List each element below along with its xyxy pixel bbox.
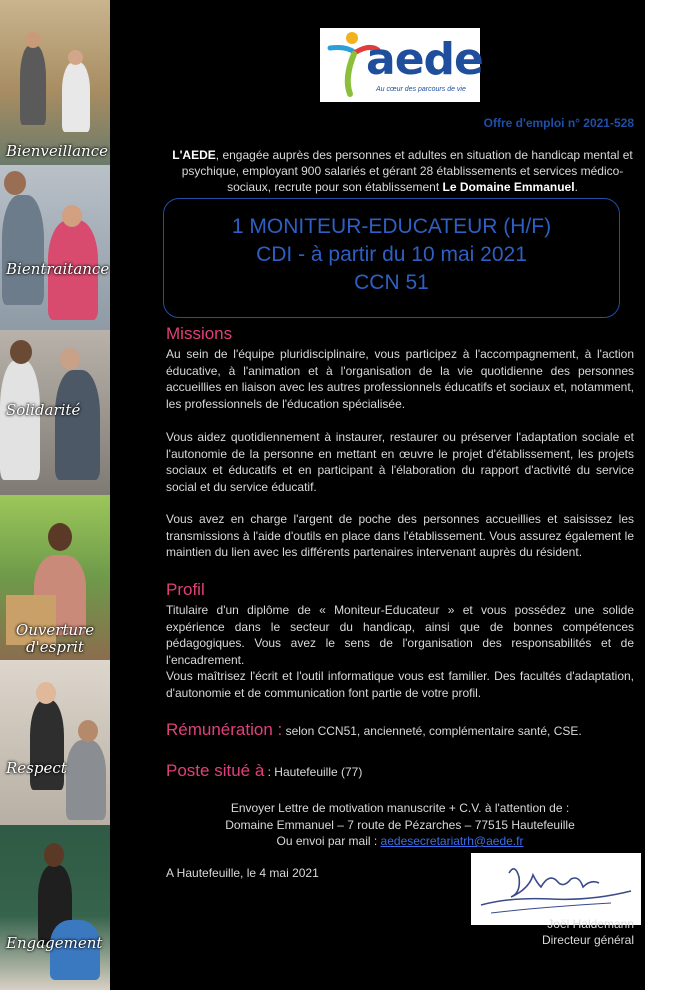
contact-line-2: Domaine Emmanuel – 7 route de Pézarches – 77515 Hautefeuille: [225, 817, 575, 832]
profil-heading: Profil: [166, 580, 205, 599]
photo-tile-ouverture: [0, 495, 110, 660]
page-right-edge: [645, 0, 700, 990]
intro-paragraph: [165, 147, 640, 195]
missions-paragraph-1: Au sein de l'équipe pluridisciplinaire, vous participez à l'accompagnement, à l'action éducative, à l'animation et à l'organisation de la vie quotidienne des personnes accueillies en liaison avec les autres professionnels éducatifs et sociaux et, notamment, les professionnels de l'éducation spécialisée.: [166, 347, 634, 411]
intro-text: , engagée auprès des personnes et adultes en situation de handicap mental et psychique, employant 900 salariés et gérant 28 établissements et services médico-sociaux, recrute pour son établissement: [181, 148, 633, 194]
org-name: L'AEDE: [172, 148, 216, 162]
contact-mail-prefix: Ou envoi par mail :: [276, 834, 381, 848]
caption-bienveillance: Bienveillance: [6, 142, 108, 160]
signatory-name: Joël Haldemann: [547, 917, 634, 931]
contact-email-link[interactable]: aedesecretariatrh@aede.fr: [380, 834, 524, 848]
dateline: A Hautefeuille, le 4 mai 2021: [166, 866, 319, 880]
signatory-role: Directeur général: [541, 933, 634, 947]
poste-line: [166, 761, 362, 781]
contact-block: [166, 800, 634, 850]
photo-tile-respect: [0, 660, 110, 825]
offer-number: Offre d'emploi n° 2021-528: [483, 116, 634, 130]
logo-tagline: Au cœur des parcours de vie: [376, 86, 466, 93]
caption-solidarite: Solidarité: [6, 401, 81, 419]
contact-line-3: [166, 833, 634, 850]
signature-image: [471, 853, 641, 925]
missions-heading: Missions: [166, 324, 233, 343]
poste-label: Poste situé à: [166, 761, 265, 780]
photo-tile-bienveillance: [0, 0, 110, 165]
signatory-block: [542, 916, 634, 948]
profil-paragraph-1: Titulaire d'un diplôme de « Moniteur-Educateur » et vous possédez une solide expérience dans le secteur du handicap, ainsi que de bonnes compétences pédagogiques. Vous avez le sens de l'organisation des responsabilités et de l'encadrement.: [166, 603, 634, 667]
job-title: 1 MONITEUR-EDUCATEUR (H/F): [231, 215, 552, 238]
missions-paragraph-2: Vous aidez quotidiennement à instaurer, restaurer ou préserver l'adaptation sociale et l'autonomie de la personne en mettant en œuvre le projet d'établissement, les projets sociaux et éducatifs et en participant à l'élaboration du rapport d'activité du service social et du service éducatif.: [166, 430, 634, 494]
job-convention: CCN 51: [354, 271, 429, 294]
logo-wordmark: aede: [366, 34, 483, 85]
profil-paragraph-2: Vous maîtrisez l'écrit et l'outil informatique vous est familier. Des facultés d'adaptation, d'autonomie et de communication font partie de votre profil.: [166, 669, 634, 700]
aede-logo: [320, 28, 483, 102]
remuneration-label: Rémunération :: [166, 720, 283, 739]
caption-ouverture: Ouverture d'esprit: [15, 621, 95, 656]
poste-text: : Hautefeuille (77): [264, 765, 363, 779]
remuneration-text: selon CCN51, ancienneté, complémentaire santé, CSE.: [282, 724, 582, 738]
job-title-box: [163, 198, 620, 318]
contact-line-1: Envoyer Lettre de motivation manuscrite + C.V. à l'attention de :: [230, 801, 570, 815]
missions-paragraph-3: Vous avez en charge l'argent de poche des personnes accueillies et saisissez les transmissions à l'aide d'outils en place dans l'établissement. Vous assurez également le maintien du lien avec les différents partenaires intervenant auprès du résident.: [166, 512, 634, 560]
establishment-name: Le Domaine Emmanuel: [442, 180, 575, 194]
photo-tile-solidarite: [0, 330, 110, 495]
remuneration-line: [166, 720, 582, 740]
photo-tile-engagement: [0, 825, 110, 990]
caption-respect: Respect: [6, 759, 67, 777]
photo-strip: [0, 0, 110, 990]
signature-scribble-icon: [471, 853, 641, 925]
photo-tile-bientraitance: [0, 165, 110, 330]
caption-engagement: Engagement: [6, 934, 103, 952]
caption-bientraitance: Bientraitance: [6, 260, 110, 278]
job-contract: CDI - à partir du 10 mai 2021: [256, 243, 527, 266]
intro-end: .: [574, 180, 578, 194]
